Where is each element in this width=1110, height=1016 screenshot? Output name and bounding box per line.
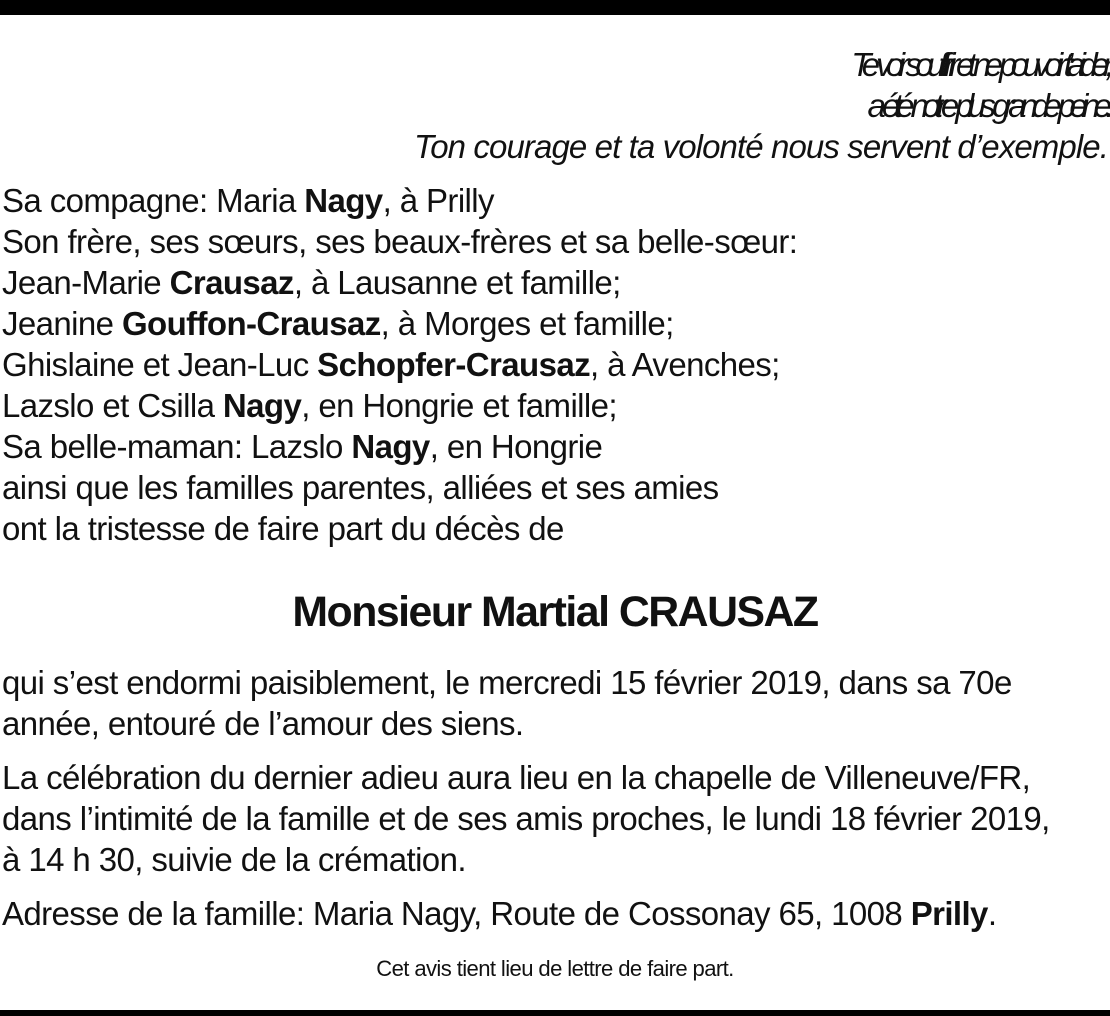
deceased-name: Monsieur Martial CRAUSAZ <box>292 588 818 636</box>
surname: Nagy <box>222 387 302 424</box>
surname: Gouffon-Crausaz <box>121 305 381 342</box>
poem-line: Te voir souffrir et ne pouvoir t’aider, <box>851 46 1108 83</box>
surname: Nagy <box>351 428 430 465</box>
family-line-sister-1: Jeanine Gouffon-Crausaz, à Morges et famille; <box>2 305 674 342</box>
family-address: Adresse de la famille: Maria Nagy, Route de Cossonay 65, 1008 Prilly. <box>2 895 997 932</box>
family-line-in-laws: Lazslo et Csilla Nagy, en Hongrie et famille; <box>2 387 617 424</box>
family-list <box>2 180 797 549</box>
family-line-brother: Jean-Marie Crausaz, à Lausanne et famille; <box>2 264 621 301</box>
closing-note: Cet avis tient lieu de lettre de faire part. <box>376 956 734 981</box>
city-name: Prilly <box>910 895 988 932</box>
epigraph-poem <box>414 44 1108 167</box>
paragraph-line: dans l’intimité de la famille et de ses amis proches, le lundi 18 février 2019, <box>2 800 1050 837</box>
paragraph-line: qui s’est endormi paisiblement, le mercredi 15 février 2019, dans sa 70e <box>2 664 1012 701</box>
poem-line: Ton courage et ta volonté nous servent d’exemple. <box>414 128 1108 165</box>
family-line-mother-in-law: Sa belle-maman: Lazslo Nagy, en Hongrie <box>2 428 603 465</box>
family-line-sister-2: Ghislaine et Jean-Luc Schopfer-Crausaz, à Avenches; <box>2 346 780 383</box>
surname: Schopfer-Crausaz <box>317 346 590 383</box>
family-line-companion: Sa compagne: Maria Nagy, à Prilly <box>2 182 494 219</box>
surname: Crausaz <box>169 264 294 301</box>
paragraph-line: La célébration du dernier adieu aura lieu en la chapelle de Villeneuve/FR, <box>2 759 1031 796</box>
ceremony-paragraph <box>2 757 1050 880</box>
paragraph-line: à 14 h 30, suivie de la crémation. <box>2 841 466 878</box>
surname: Nagy <box>304 182 383 219</box>
paragraph-line: année, entouré de l’amour des siens. <box>2 705 524 742</box>
family-line-announcement: ont la tristesse de faire part du décès de <box>2 510 564 547</box>
family-line-relatives: ainsi que les familles parentes, alliées et ses amies <box>2 469 719 506</box>
poem-line: a été notre plus grande peine. <box>867 87 1108 124</box>
bottom-border-rule <box>0 1010 1110 1016</box>
top-border-rule <box>0 0 1110 15</box>
family-line-siblings-heading: Son frère, ses sœurs, ses beaux-frères et sa belle-sœur: <box>2 223 798 260</box>
passing-paragraph <box>2 662 1012 744</box>
